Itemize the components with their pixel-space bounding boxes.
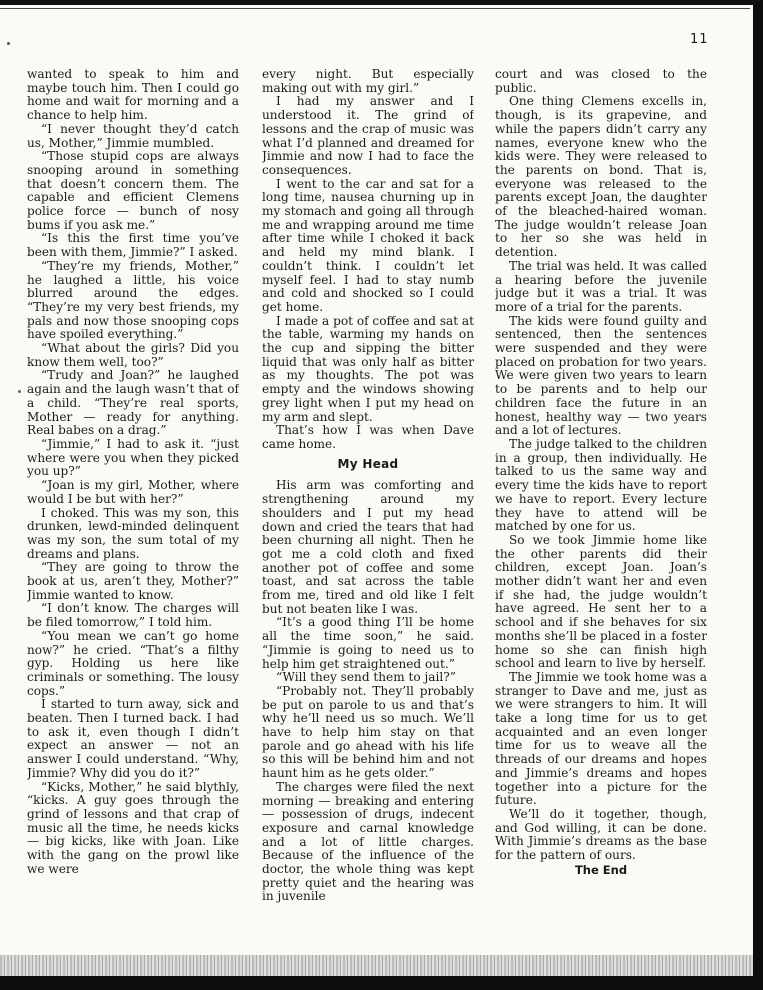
paragraph: “Jimmie,” I had to ask it. “just where were you when they picked you up?” [27,436,239,479]
paragraph: “You mean we can’t go home now?” he cried. “That’s a filthy gyp. Holding us here like criminals or something. The lousy cops.” [27,628,239,698]
article-column-3 [495,68,707,877]
paragraph: “It’s a good thing I’ll be home all the time soon,” he said. “Jimmie is going to need us to help him get straightened out.” [262,615,474,671]
paragraph: So we took Jimmie home like the other parents did their children, except Joan. Joan’s mother didn’t want her and even if she had, the judge wouldn’t have agreed. He sent her to a school and if she behaves for six months she’ll be placed in a foster home so she can finish high school and learn to live by herself. [495,532,707,671]
paragraph: “Kicks, Mother,” he said blythly, “kicks. A guy goes through the grind of lessons and that crap of music all the time, he needs kicks — big kicks, like with Joan. Like with the gang on the prowl like we were [27,779,239,876]
closing-the-end: The End [574,862,628,877]
paragraph: “Is this the first time you’ve been with them, Jimmie?” I asked. [27,231,239,260]
paragraph: We’ll do it together, though, and God willing, it can be done. With Jimmie’s dreams as the base for the pattern of ours. [495,806,707,863]
article-column-1 [27,68,239,876]
print-smudge [7,42,10,45]
paragraph: The judge talked to the children in a group, then individually. He talked to us the same way and every time the kids have to report we have to report. Every lecture they have to attend will be matched by one for us. [495,436,707,534]
paragraph: I made a pot of coffee and sat at the table, warming my hands on the cup and sipping the bitter liquid that was only half as bitter as my thoughts. The pot was empty and the windows showing grey light when I put my head on my arm and slept. [262,313,474,424]
paragraph: The Jimmie we took home was a stranger to Dave and me, just as we were strangers to him. It will take a long time for us to get acquainted and an even longer time for us to weave all the threads of our dreams and hopes and Jimmie’s dreams and hopes together into a picture for the future. [495,669,707,808]
paragraph: wanted to speak to him and maybe touch him. Then I could go home and wait for morning and a chance to help him. [27,68,239,123]
paragraph: I had my answer and I understood it. The grind of lessons and the crap of music was what I’d planned and dreamed for Jimmie and now I had to face the consequences. [262,94,474,177]
paragraph: I choked. This was my son, this drunken, lewd-minded delinquent was my son, the sum total of my dreams and plans. [27,505,239,561]
bottom-scan-band [0,955,753,976]
paragraph: “Joan is my girl, Mother, where would I be but with her?” [27,478,239,506]
paragraph: “What about the girls? Did you know them well, too?” [27,341,239,369]
paragraph: The charges were filed the next morning — breaking and entering — possession of drugs, indecent exposure and carnal knowledge and a lot of little charges. Because of the influence of the doctor, the whole thing was kept pretty quiet and the hearing was in juvenile [262,779,474,904]
paragraph: The kids were found guilty and sentenced, then the sentences were suspended and they were placed on probation for two years. We were given two years to learn to be parents and to help our children face the future in an honest, healthy way — two years and a lot of lectures. [495,313,707,438]
paragraph: I went to the car and sat for a long time, nausea churning up in my stomach and going all through me and wrapping around me time after time while I choked it back and held my mind blank. I couldn’t think. I couldn’t let myself feel. I had to stay numb and cold and shocked so I could get home. [262,176,474,314]
section-heading: My Head [337,456,399,471]
paragraph: “They’re my friends, Mother,” he laughed a little, his voice blurred around the edges. “They’re my very best friends, my pals and now those snooping cops have spoiled everything.” [27,258,239,342]
paragraph: That’s how I was when Dave came home. [262,423,474,451]
paragraph: I started to turn away, sick and beaten. Then I turned back. I had to ask it, even though I didn’t expect an answer — not an answer I could understand. “Why, Jimmie? Why did you do it?” [27,697,239,780]
page-number: 11 [690,32,709,47]
paragraph: every night. But especially making out with my girl.” [262,68,474,95]
article-column-2 [262,68,474,904]
paragraph: “Probably not. They’ll probably be put on parole to us and that’s why he’ll need us so much. We’ll have to help him stay on that parole and go ahead with his life so this will be behind him and not haunt him as he gets older.” [262,683,474,781]
paragraph: court and was closed to the public. [495,68,707,95]
print-smudge [18,390,21,393]
paragraph: “Trudy and Joan?” he laughed again and the laugh wasn’t that of a child. “They’re real sports, Mother — ready for anything. Real babes on a drag.” [27,368,239,438]
paragraph: “I never thought they’d catch us, Mother,” Jimmie mumbled. [27,121,239,150]
paragraph: “Will they send them to jail?” [276,670,456,685]
paragraph: “They are going to throw the book at us, aren’t they, Mother?” Jimmie wanted to know. [27,560,239,602]
paragraph: His arm was comforting and strengthening around my shoulders and I put my head down and cried the tears that had been churning all night. Then he got me a cold cloth and fixed another pot of coffee and some toast, and sat across the table from me, tired and old like I felt but not beaten like I was. [262,478,474,616]
paragraph: “Those stupid cops are always snooping around in something that doesn’t concern them. The capable and efficient Clemens police force — bunch of nosy bums if you ask me.” [27,149,239,232]
paragraph: One thing Clemens excells in, though, is its grapevine, and while the papers didn’t carry any names, everyone knew who the kids were. They were released to the parents on bond. That is, everyone was released to the parents except Joan, the daughter of the bleached-haired woman. The judge wouldn’t release Joan to her so she was held in detention. [495,94,707,260]
paragraph: “I don’t know. The charges will be filed tomorrow,” I told him. [27,601,239,630]
top-rule [0,8,750,9]
paragraph: The trial was held. It was called a hearing before the juvenile judge but it was a trial. It was more of a trial for the parents. [495,258,707,314]
